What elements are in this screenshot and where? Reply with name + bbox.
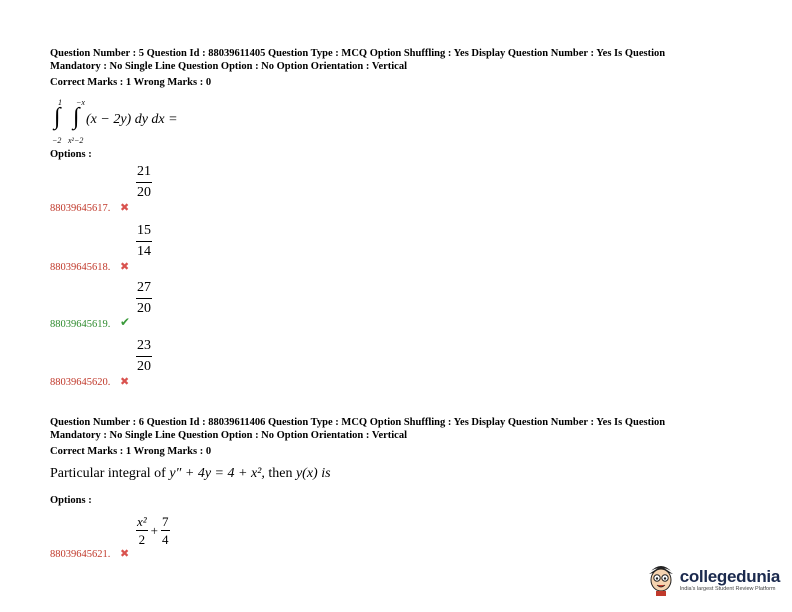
option-id: 88039645617. <box>50 203 111 214</box>
option-row[interactable] <box>50 338 350 388</box>
option-id: 88039645621. <box>50 549 111 560</box>
cross-icon: ✖ <box>120 202 130 214</box>
options-label: Options : <box>50 495 92 506</box>
option-fraction: $\frac{27}{20}$ <box>137 280 151 316</box>
cross-icon: ✖ <box>120 376 130 388</box>
question-5-marks: Correct Marks : 1 Wrong Marks : 0 <box>50 77 212 88</box>
inner-lower-limit: x²−2 <box>68 136 84 145</box>
option-fraction: $\frac{21}{20}$ <box>137 164 151 200</box>
question-meta-line: Mandatory : No Single Line Question Option : No Option Orientation : Vertical <box>50 61 408 72</box>
option-row[interactable] <box>50 164 350 214</box>
option-id: 88039645618. <box>50 262 111 273</box>
option-row[interactable] <box>50 280 350 330</box>
integrand: (x − 2y) dy dx = <box>86 112 178 127</box>
check-icon: ✔ <box>120 315 131 329</box>
question-5-integral <box>50 98 250 148</box>
integral-sign-inner: ∫ <box>73 104 80 130</box>
option-row[interactable] <box>50 223 350 273</box>
question-meta-line: Mandatory : No Single Line Question Option : No Option Orientation : Vertical <box>50 430 408 441</box>
collegedunia-logo <box>646 562 780 596</box>
option-fraction: $\frac{15}{14}$ <box>137 223 151 259</box>
outer-lower-limit: −2 <box>52 136 62 145</box>
logo-name: collegedunia <box>679 566 780 586</box>
option-expression: x² 2 + $\frac{7}{4}$ <box>137 514 169 547</box>
question-6-meta <box>50 416 750 442</box>
integral-sign-outer: ∫ <box>54 104 61 130</box>
option-id: 88039645619. <box>50 319 111 330</box>
question-6-marks: Correct Marks : 1 Wrong Marks : 0 <box>50 446 212 457</box>
inner-upper-limit: −x <box>76 98 85 107</box>
option-id: 88039645620. <box>50 377 111 388</box>
options-label: Options : <box>50 149 92 160</box>
question-meta-line: Question Number : 6 Question Id : 88039611406 Question Type : MCQ Option Shuffling : Yes Display Question Number : Yes Is Question <box>50 417 666 428</box>
cross-icon: ✖ <box>120 261 130 273</box>
question-5-meta <box>50 47 750 73</box>
question-6-text: Particular integral of y″ + 4y = 4 + x², then y(x) is <box>50 466 331 481</box>
option-row[interactable] <box>50 510 350 560</box>
logo-tagline: India's largest Student Review Platform <box>679 585 776 592</box>
mascot-icon <box>646 562 676 596</box>
question-meta-line: Question Number : 5 Question Id : 88039611405 Question Type : MCQ Option Shuffling : Yes Display Question Number : Yes Is Question <box>50 48 666 59</box>
option-fraction: $\frac{23}{20}$ <box>137 338 151 374</box>
outer-upper-limit: 1 <box>58 98 62 107</box>
cross-icon: ✖ <box>120 548 130 560</box>
